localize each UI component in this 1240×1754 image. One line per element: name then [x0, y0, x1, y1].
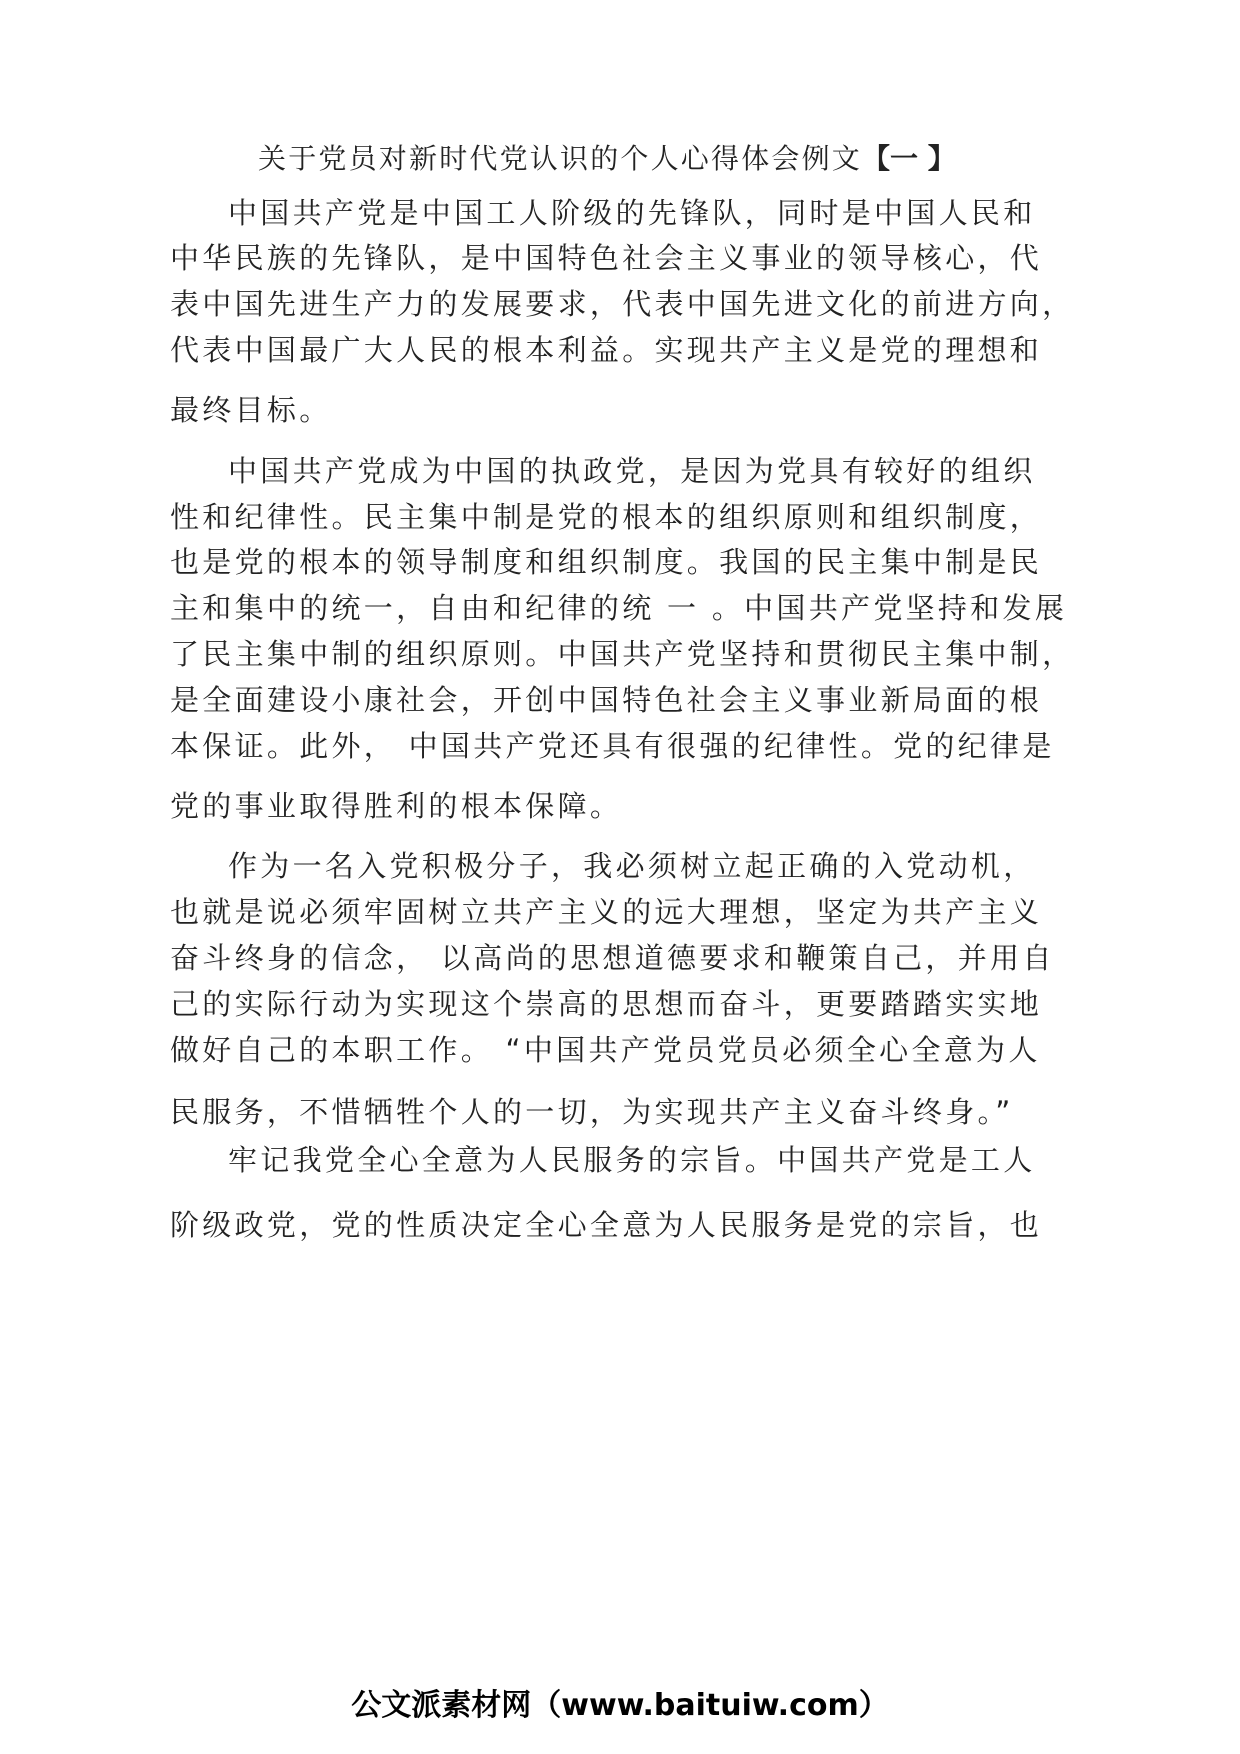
- body-line: 阶级政党，党的性质决定全心全意为人民服务是党的宗旨，也: [170, 1208, 1043, 1242]
- document-title: [258, 139, 956, 179]
- body-line: 本保证。此外， 中国共产党还具有很强的纪律性。党的纪律是: [170, 729, 1055, 763]
- body-line: 民服务，不惜牺牲个人的一切，为实现共产主义奋斗终身。”: [170, 1095, 1014, 1129]
- title-suffix: 【一 】: [862, 142, 956, 175]
- body-line: 也是党的根本的领导制度和组织制度。我国的民主集中制是民: [170, 545, 1043, 579]
- body-line: 了民主集中制的组织原则。中国共产党坚持和贯彻民主集中制，: [170, 637, 1075, 671]
- body-line: 代表中国最广大人民的根本利益。实现共产主义是党的理想和: [170, 333, 1043, 367]
- body-line: 党的事业取得胜利的根本保障。: [170, 789, 623, 823]
- body-line: 中国共产党是中国工人阶级的先锋队，同时是中国人民和: [228, 196, 1036, 230]
- body-line: 性和纪律性。民主集中制是党的根本的组织原则和组织制度，: [170, 500, 1043, 534]
- footer-watermark: 公文派素材网（www.baituiw.com）: [351, 1688, 889, 1723]
- body-line: 奋斗终身的信念， 以高尚的思想道德要求和鞭策自己，并用自: [170, 941, 1055, 975]
- body-line: 己的实际行动为实现这个崇高的思想而奋斗，更要踏踏实实地: [170, 987, 1043, 1021]
- body-line: 最终目标。: [170, 393, 332, 427]
- body-line: 牢记我党全心全意为人民服务的宗旨。中国共产党是工人: [228, 1143, 1036, 1177]
- body-line: 是全面建设小康社会，开创中国特色社会主义事业新局面的根: [170, 683, 1043, 717]
- body-line: 表中国先进生产力的发展要求，代表中国先进文化的前进方向，: [170, 287, 1075, 321]
- body-line: 作为一名入党积极分子，我必须树立起正确的入党动机，: [228, 849, 1036, 883]
- title-text: 关于党员对新时代党认识的个人心得体会例文: [258, 142, 863, 175]
- body-line: 主和集中的统一，自由和纪律的统 一 。中国共产党坚持和发展: [170, 591, 1068, 625]
- body-line: 也就是说必须牢固树立共产主义的远大理想，坚定为共产主义: [170, 895, 1043, 929]
- body-line: 中国共产党成为中国的执政党，是因为党具有较好的组织: [228, 454, 1036, 488]
- body-line: 做好自己的本职工作。 “中国共产党员党员必须全心全意为人: [170, 1033, 1041, 1067]
- body-line: 中华民族的先锋队，是中国特色社会主义事业的领导核心，代: [170, 241, 1043, 275]
